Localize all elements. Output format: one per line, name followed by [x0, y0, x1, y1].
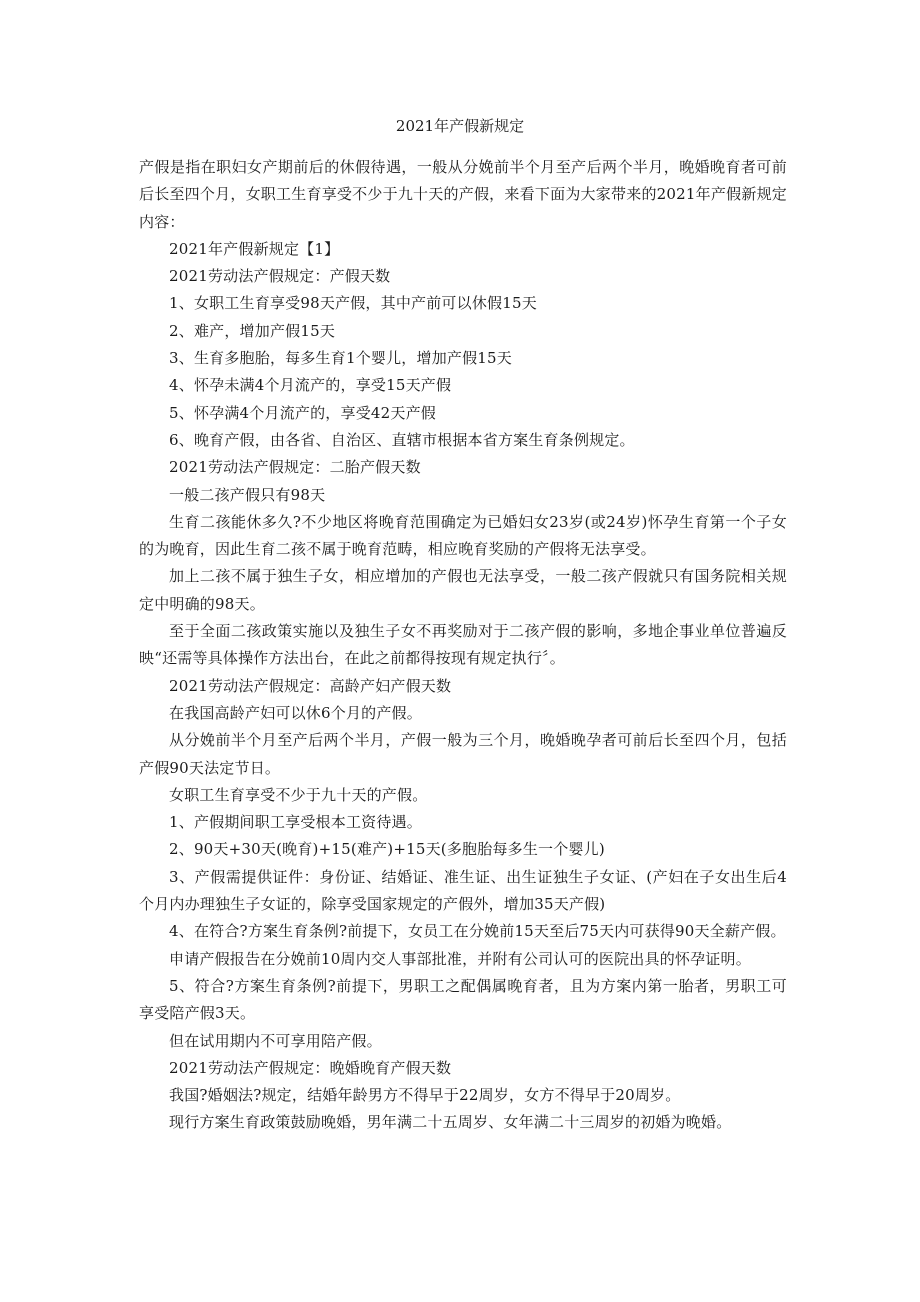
- paragraph: 女职工生育享受不少于九十天的产假。: [169, 785, 428, 804]
- paragraph: 至于全面二孩政策实施以及独生子女不再奖励对于二孩产假的影响，多地企事业单位普遍反映“还需等具体操作方法出台，在此之前都得按现有规定执行〞。: [139, 622, 787, 668]
- paragraph: 产假是指在职妇女产期前后的休假待遇，一般从分娩前半个月至产后两个半月，晚婚晚育者可前后长至四个月，女职工生育享受不少于九十天的产假，来看下面为大家带来的2021年产假新规定内容：: [139, 158, 787, 231]
- paragraph: 5、怀孕满4个月流产的，享受42天产假: [169, 403, 436, 422]
- paragraph: 申请产假报告在分娩前10周内交人事部批准，并附有公司认可的医院出具的怀孕证明。: [169, 949, 751, 968]
- paragraph: 4、在符合?方案生育条例?前提下，女员工在分娩前15天至后75天内可获得90天全薪产假。: [169, 922, 786, 941]
- paragraph: 生育二孩能休多久?不少地区将晚育范围确定为已婚妇女23岁(或24岁)怀孕生育第一个子女的为晚育，因此生育二孩不属于晚育范畴，相应晚育奖励的产假将无法享受。: [139, 512, 787, 559]
- paragraph: 从分娩前半个月至产后两个半月，产假一般为三个月，晚婚晚孕者可前后长至四个月，包括产假90天法定节日。: [139, 731, 787, 777]
- paragraph: 2、难产，增加产假15天: [169, 321, 336, 340]
- paragraph: 现行方案生育政策鼓励晚婚，男年满二十五周岁、女年满二十三周岁的初婚为晚婚。: [169, 1113, 732, 1132]
- paragraph: 2021劳动法产假规定：产假天数: [169, 267, 391, 286]
- paragraph: 5、符合?方案生育条例?前提下，男职工之配偶属晚育者，且为方案内第一胎者，男职工可享受陪产假3天。: [139, 976, 787, 1023]
- paragraph: 我国?婚姻法?规定，结婚年龄男方不得早于22周岁，女方不得早于20周岁。: [169, 1086, 681, 1105]
- paragraph: 4、怀孕未满4个月流产的，享受15天产假: [169, 376, 452, 395]
- paragraph: 1、女职工生育享受98天产假，其中产前可以休假15天: [169, 294, 537, 313]
- document-title: 2021年产假新规定: [395, 117, 525, 135]
- paragraph: 一般二孩产假只有98天: [169, 485, 326, 504]
- paragraph: 2021劳动法产假规定：晚婚晚育产假天数: [169, 1058, 452, 1077]
- paragraph: 1、产假期间职工享受根本工资待遇。: [169, 813, 422, 832]
- paragraph: 2021年产假新规定【1】: [169, 239, 340, 258]
- paragraph: 但在试用期内不可享用陪产假。: [169, 1031, 382, 1050]
- paragraph: 在我国高龄产妇可以休6个月的产假。: [169, 703, 422, 722]
- paragraph: 3、生育多胞胎，每多生育1个婴儿，增加产假15天: [169, 349, 512, 368]
- paragraph: 3、产假需提供证件：身份证、结婚证、准生证、出生证独生子女证、(产妇在子女出生后4个月内办理独生子女证的，除享受国家规定的产假外，增加35天产假): [139, 867, 787, 914]
- paragraph: 2、90天+30天(晚育)+15(难产)+15天(多胞胎每多生一个婴儿): [169, 840, 605, 859]
- paragraph: 加上二孩不属于独生子女，相应增加的产假也无法享受，一般二孩产假就只有国务院相关规定中明确的98天。: [139, 567, 787, 613]
- paragraph: 2021劳动法产假规定：高龄产妇产假天数: [169, 676, 452, 695]
- paragraph: 6、晚育产假，由各省、自治区、直辖市根据本省方案生育条例规定。: [169, 430, 635, 449]
- document-body: [139, 154, 787, 1137]
- paragraph: 2021劳动法产假规定：二胎产假天数: [169, 458, 421, 477]
